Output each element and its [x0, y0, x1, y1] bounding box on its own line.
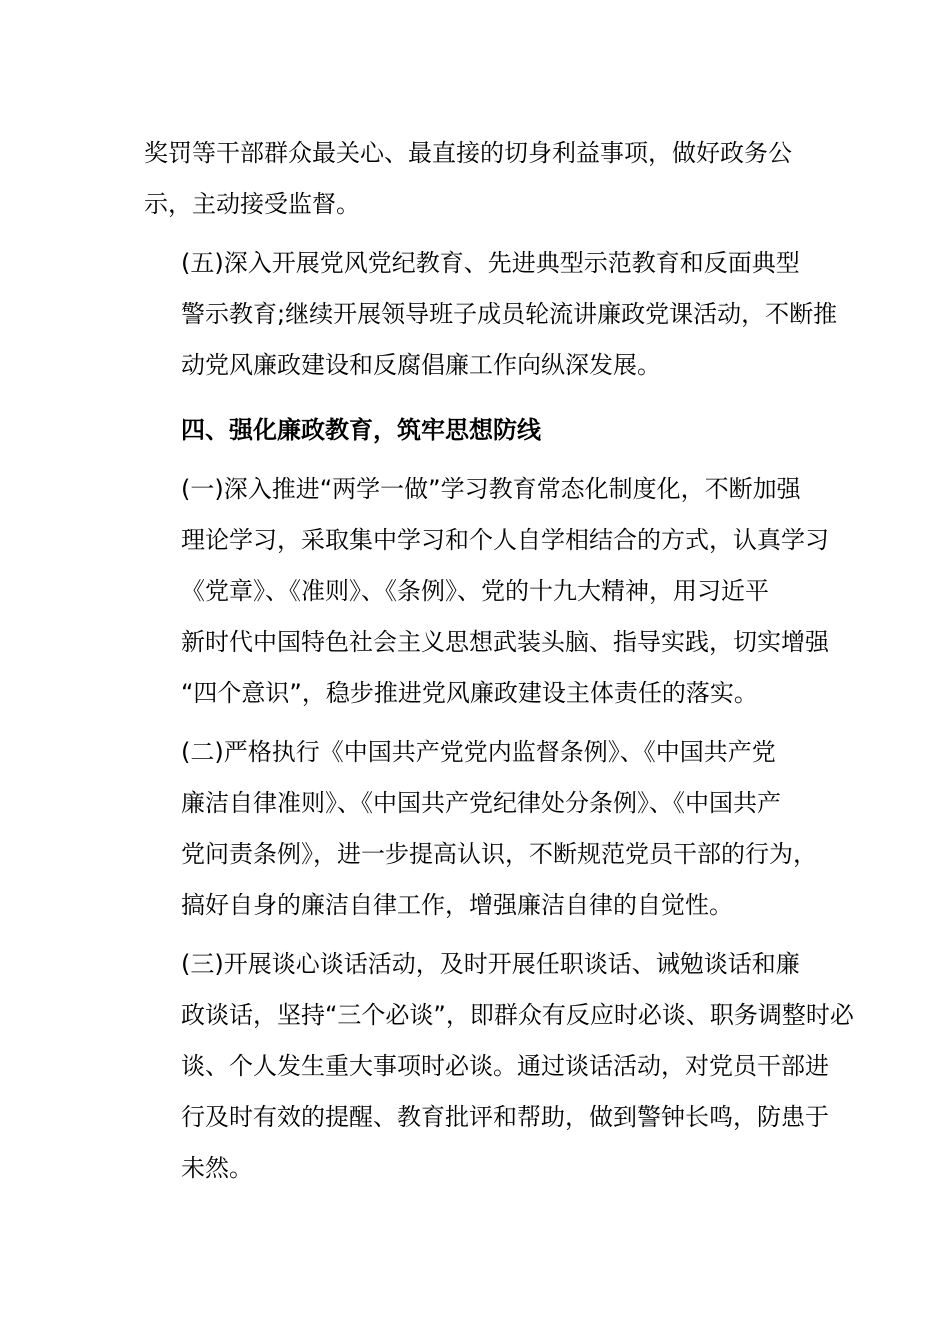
text-line: 未然。 — [181, 1154, 253, 1182]
text-line: 政谈话，坚持“三个必谈”，即群众有反应时必谈、职务调整时必 — [181, 1001, 854, 1029]
text-line: 示，主动接受监督。 — [144, 190, 360, 218]
text-line: 搞好自身的廉洁自律工作，增强廉洁自律的自觉性。 — [181, 891, 733, 919]
section-heading — [144, 405, 810, 456]
text-line: 动党风廉政建设和反腐倡廉工作向纵深发展。 — [181, 351, 661, 379]
text-line: (一)深入推进“两学一做”学习教育常态化制度化，不断加强 — [181, 475, 801, 503]
text-line: “四个意识”，稳步推进党风廉政建设主体责任的落实。 — [181, 679, 758, 707]
paragraph-item-5 — [144, 238, 838, 391]
text-line: 理论学习，采取集中学习和个人自学相结合的方式，认真学习 — [181, 526, 829, 554]
text-line: (五)深入开展党风党纪教育、先进典型示范教育和反面典型 — [181, 249, 800, 277]
document-page — [144, 128, 854, 1194]
text-line: 奖罚等干部群众最关心、最直接的切身利益事项，做好政务公 — [144, 139, 792, 167]
text-line: 新时代中国特色社会主义思想武装头脑、指导实践，切实增强 — [181, 628, 829, 656]
text-line: (二)严格执行《中国共产党党内监督条例》、《中国共产党 — [181, 738, 776, 766]
paragraph-item-3 — [144, 939, 854, 1194]
text-line: 廉洁自律准则》、《中国共产党纪律处分条例》、《中国共产 — [181, 789, 781, 817]
text-line: 行及时有效的提醒、教育批评和帮助，做到警钟长鸣，防患于 — [181, 1103, 829, 1131]
text-line: 党问责条例》，进一步提高认识，不断规范党员干部的行为， — [181, 840, 817, 868]
text-line: 警示教育;继续开展领导班子成员轮流讲廉政党课活动，不断推 — [181, 300, 838, 328]
text-line: 谈、个人发生重大事项时必谈。通过谈话活动，对党员干部进 — [181, 1052, 829, 1080]
paragraph-continuation — [144, 128, 810, 230]
text-line: (三)开展谈心谈话活动，及时开展任职谈话、诫勉谈话和廉 — [181, 950, 800, 978]
paragraph-item-1 — [144, 464, 829, 719]
heading-text: 四、强化廉政教育，筑牢思想防线 — [181, 416, 541, 444]
paragraph-item-2 — [144, 727, 817, 931]
text-line: 《党章》、《准则》、《条例》、党的十九大精神，用习近平 — [181, 577, 769, 605]
